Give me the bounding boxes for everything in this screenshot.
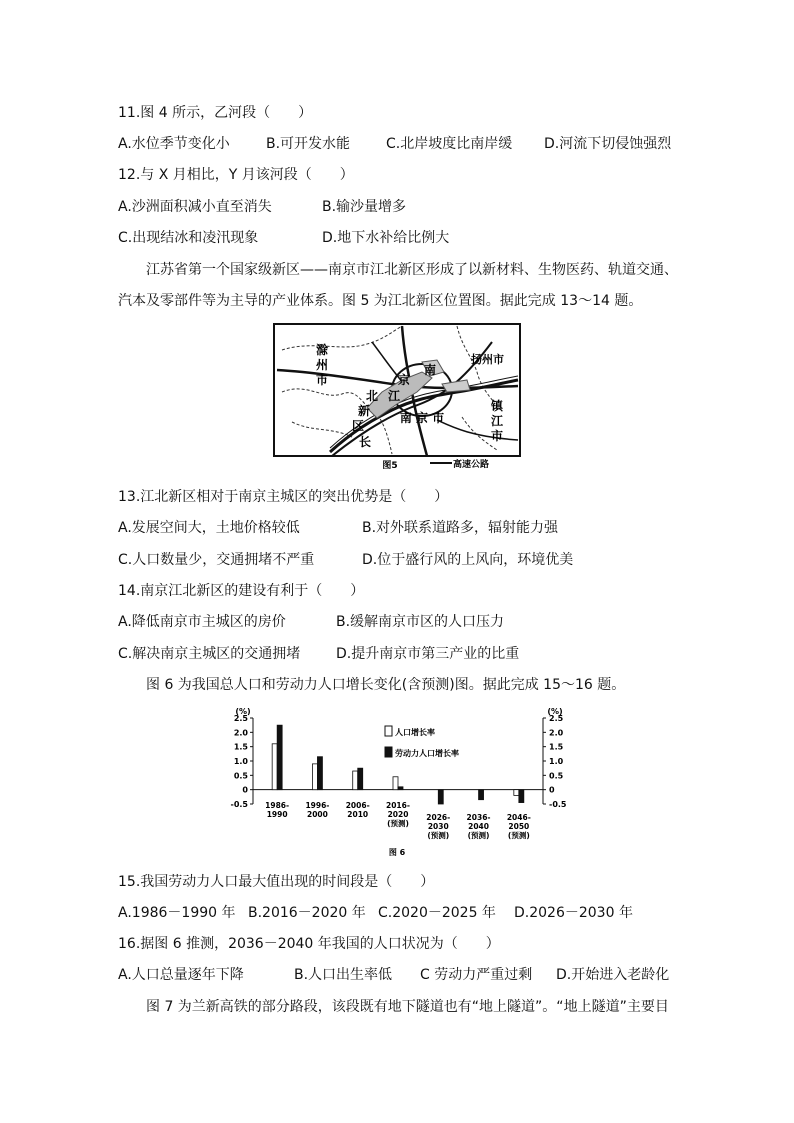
x-category-label: (预测) [467, 831, 490, 840]
figure6-chart [225, 704, 581, 864]
map-label-zhenjiang-2: 江 [490, 414, 504, 428]
y-tick-label-right: 2.5 [549, 714, 564, 723]
x-category-label: (预测) [427, 831, 450, 840]
figure5-caption: 图5 [382, 461, 398, 470]
y-tick-label-right: 0 [549, 785, 555, 795]
q16-stem: 16.据图 6 推测，2036－2040 年我国的人口状况为（ ） [118, 936, 500, 952]
bar-labor [398, 787, 403, 790]
q15-stem: 15.我国劳动力人口最大值出现的时间段是（ ） [118, 874, 435, 890]
q13-option-c: C.人口数量少，交通拥堵不严重 [118, 552, 315, 568]
legend-swatch-labor [385, 747, 392, 757]
intro-15: 图 6 为我国总人口和劳动力人口增长变化(含预测)图。据此完成 15～16 题。 [146, 677, 626, 693]
map-label-chuzhou-3: 市 [315, 373, 329, 387]
q15-option-a: A.1986－1990 年 [118, 905, 236, 921]
map-label-river-2: 京 [397, 373, 411, 387]
x-category-label: (预测) [387, 819, 409, 828]
y-tick-label-right: 2.0 [549, 728, 564, 738]
y-tick-label-left: -0.5 [230, 800, 248, 809]
x-category-label: 2000 [307, 810, 328, 819]
y-tick-label-right: -0.5 [549, 800, 567, 809]
figure6-caption: 图 6 [388, 848, 406, 857]
intro-13-line2: 汽本及零部件等为主导的产业体系。图 5 为江北新区位置图。据此完成 13～14 题。 [118, 293, 643, 309]
y-tick-label-right: 1.0 [549, 757, 564, 766]
q16-option-d: D.开始进入老龄化 [556, 967, 670, 983]
q12-stem: 12.与 X 月相比，Y 月该河段（ ） [118, 167, 354, 183]
q15-option-b: B.2016－2020 年 [248, 905, 366, 921]
legend-labor-label: 劳动力人口增长率 [395, 749, 459, 758]
map-label-jiangbei-2: 新 [357, 404, 371, 418]
y-tick-label-left: 1.0 [233, 757, 248, 766]
x-category-label: 2026- [426, 813, 451, 822]
map-label-jiangbei-3: 区 [351, 419, 365, 433]
q14-option-b: B.缓解南京市区的人口压力 [336, 614, 505, 630]
map-label-nanjing: 南 京 市 [399, 411, 445, 425]
x-category-label: 2040 [468, 822, 489, 831]
bar-population [353, 771, 358, 790]
x-category-label: 2050 [508, 822, 530, 831]
x-category-label: 2006- [345, 801, 370, 810]
y-tick-label-left: 0.5 [233, 771, 248, 781]
x-category-label: 2046- [506, 813, 531, 822]
map-label-chuzhou-1: 滁 [315, 343, 329, 357]
intro-17: 图 7 为兰新高铁的部分路段，该段既有地下隧道也有“地上隧道”。“地上隧道”主要目 [146, 999, 669, 1015]
y-tick-label-left: 1.5 [233, 742, 248, 752]
chart-unit-left: (%) [235, 707, 251, 716]
x-category-label: 2010 [347, 810, 369, 819]
q11-option-d: D.河流下切侵蚀强烈 [544, 136, 672, 152]
x-category-label: 2020 [387, 810, 409, 819]
bar-labor [317, 757, 322, 790]
chart-unit-right: (%) [547, 707, 563, 716]
x-category-label: 1986- [265, 801, 290, 810]
bar-labor [277, 725, 282, 790]
bar-population [272, 744, 277, 790]
q13-option-b: B.对外联系道路多，辐射能力强 [362, 520, 559, 536]
map-label-zhenjiang-1: 镇 [490, 399, 504, 413]
bar-labor [358, 768, 363, 790]
map-label-yangzhou: 扬州市 [471, 353, 504, 366]
bar-population [514, 790, 519, 796]
bar-population [312, 764, 317, 790]
map-label-river-1: 南 [423, 363, 437, 377]
legend-highway-label: 高速公路 [453, 460, 490, 470]
bar-labor [438, 790, 443, 804]
q16-option-c: C 劳动力严重过剩 [420, 967, 533, 983]
x-category-label: 2016- [386, 801, 410, 810]
bar-labor [519, 790, 524, 803]
q15-option-c: C.2020－2025 年 [378, 905, 496, 921]
y-tick-label-left: 0 [242, 785, 248, 795]
q12-option-c: C.出现结冰和凌汛现象 [118, 230, 259, 246]
map-label-chuzhou-2: 州 [315, 358, 329, 372]
x-category-label: 2030 [427, 822, 449, 831]
q11-option-b: B.可开发水能 [266, 136, 351, 152]
q13-option-a: A.发展空间大，土地价格较低 [118, 520, 300, 536]
q16-option-b: B.人口出生率低 [294, 967, 393, 983]
x-category-label: 1990 [266, 810, 288, 819]
q11-stem: 11.图 4 所示，乙河段（ ） [118, 105, 313, 121]
y-tick-label-left: 2.5 [233, 714, 248, 723]
map-label-zhenjiang-3: 市 [490, 429, 504, 443]
y-tick-label-right: 0.5 [549, 771, 564, 781]
y-tick-label-right: 1.5 [549, 742, 564, 752]
q14-stem: 14.南京江北新区的建设有利于（ ） [118, 583, 365, 599]
x-category-label: (预测) [507, 831, 530, 840]
legend-swatch-population [385, 726, 392, 736]
x-category-label: 1996- [305, 801, 330, 810]
q14-option-c: C.解决南京主城区的交通拥堵 [118, 646, 301, 662]
bar-population [393, 777, 398, 790]
map-label-river-3: 江 [387, 389, 401, 403]
q12-option-d: D.地下水补给比例大 [322, 230, 450, 246]
q13-option-d: D.位于盛行风的上风向，环境优美 [362, 552, 574, 568]
q13-stem: 13.江北新区相对于南京主城区的突出优势是（ ） [118, 489, 449, 505]
y-tick-label-left: 2.0 [233, 728, 248, 738]
q15-option-d: D.2026－2030 年 [514, 905, 633, 921]
q14-option-d: D.提升南京市第三产业的比重 [336, 646, 520, 662]
q12-option-a: A.沙洲面积减小直至消失 [118, 199, 272, 215]
bar-labor [479, 790, 484, 800]
q16-option-a: A.人口总量逐年下降 [118, 967, 244, 983]
x-category-label: 2036- [466, 813, 491, 822]
q11-option-a: A.水位季节变化小 [118, 136, 230, 152]
map-label-river-4: 长 [358, 435, 372, 449]
q11-option-c: C.北岸坡度比南岸缓 [386, 136, 513, 152]
intro-13-line1: 江苏省第一个国家级新区——南京市江北新区形成了以新材料、生物医药、轨道交通、 [146, 262, 678, 278]
q12-option-b: B.输沙量增多 [322, 199, 407, 215]
figure5-map [272, 322, 522, 470]
map-label-jiangbei-1: 北 [365, 389, 379, 403]
q14-option-a: A.降低南京市主城区的房价 [118, 614, 286, 630]
legend-population-label: 人口增长率 [395, 728, 435, 737]
